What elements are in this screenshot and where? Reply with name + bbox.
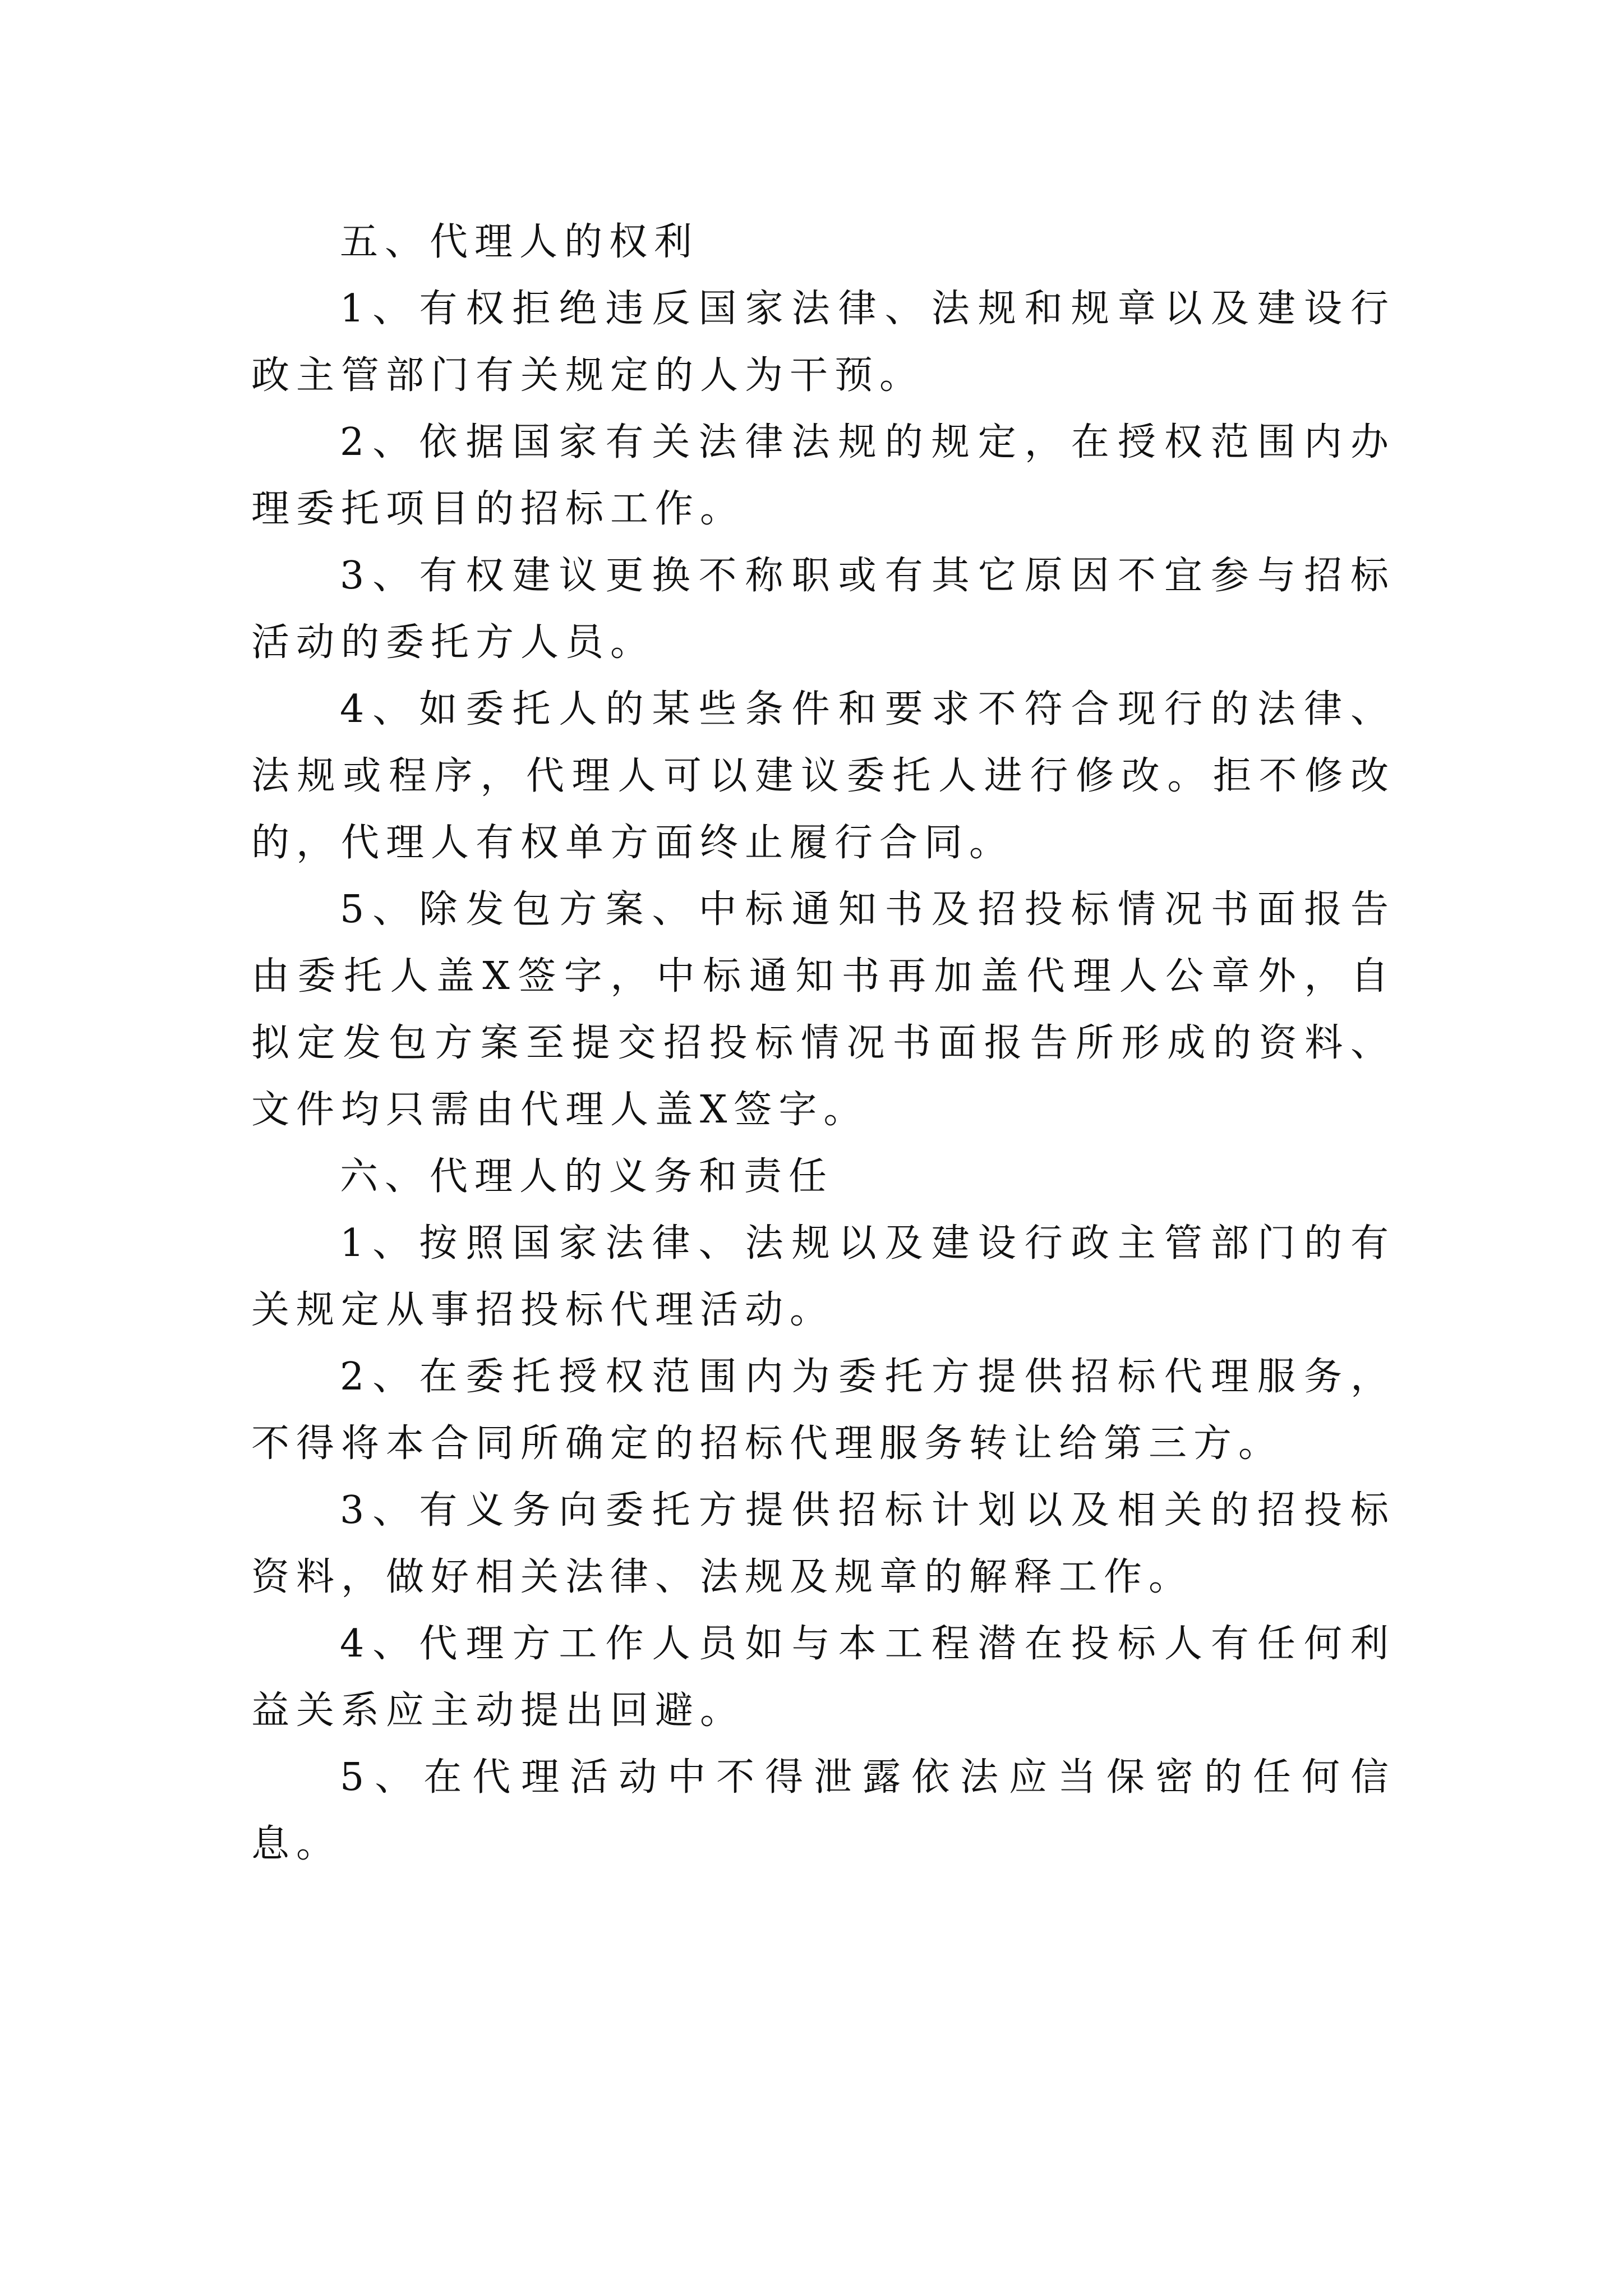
section-heading-agent-rights: 五、代理人的权利 [340, 220, 699, 264]
paragraph-rights-4: 4、如委托人的某些条件和要求不符合现行的法律、法规或程序，代理人可以建议委托人进行修改。拒不修改的，代理人有权单方面终止履行合同。 [251, 687, 1395, 865]
paragraph-rights-3: 3、有权建议更换不称职或有其它原因不宜参与招标活动的委托方人员。 [251, 554, 1395, 665]
paragraph-rights-5: 5、除发包方案、中标通知书及招投标情况书面报告由委托人盖X签字，中标通知书再加盖代理人公章外，自拟定发包方案至提交招投标情况书面报告所形成的资料、文件均只需由代理人盖X签字。 [251, 887, 1395, 1132]
document-page [251, 209, 1395, 1878]
section-heading-agent-duties: 六、代理人的义务和责任 [340, 1154, 834, 1199]
paragraph-rights-2: 2、依据国家有关法律法规的规定，在授权范围内办理委托项目的招标工作。 [251, 420, 1395, 531]
paragraph-duties-4: 4、代理方工作人员如与本工程潜在投标人有任何利益关系应主动提出回避。 [251, 1622, 1395, 1733]
paragraph-duties-3: 3、有义务向委托方提供招标计划以及相关的招投标资料，做好相关法律、法规及规章的解释工作。 [251, 1488, 1395, 1599]
paragraph-duties-2: 2、在委托授权范围内为委托方提供招标代理服务，不得将本合同所确定的招标代理服务转让给第三方。 [251, 1355, 1395, 1466]
paragraph-duties-1: 1、按照国家法律、法规以及建设行政主管部门的有关规定从事招投标代理活动。 [251, 1221, 1395, 1332]
paragraph-duties-5: 5、在代理活动中不得泄露依法应当保密的任何信息。 [251, 1755, 1395, 1866]
paragraph-rights-1: 1、有权拒绝违反国家法律、法规和规章以及建设行政主管部门有关规定的人为干预。 [251, 287, 1395, 398]
